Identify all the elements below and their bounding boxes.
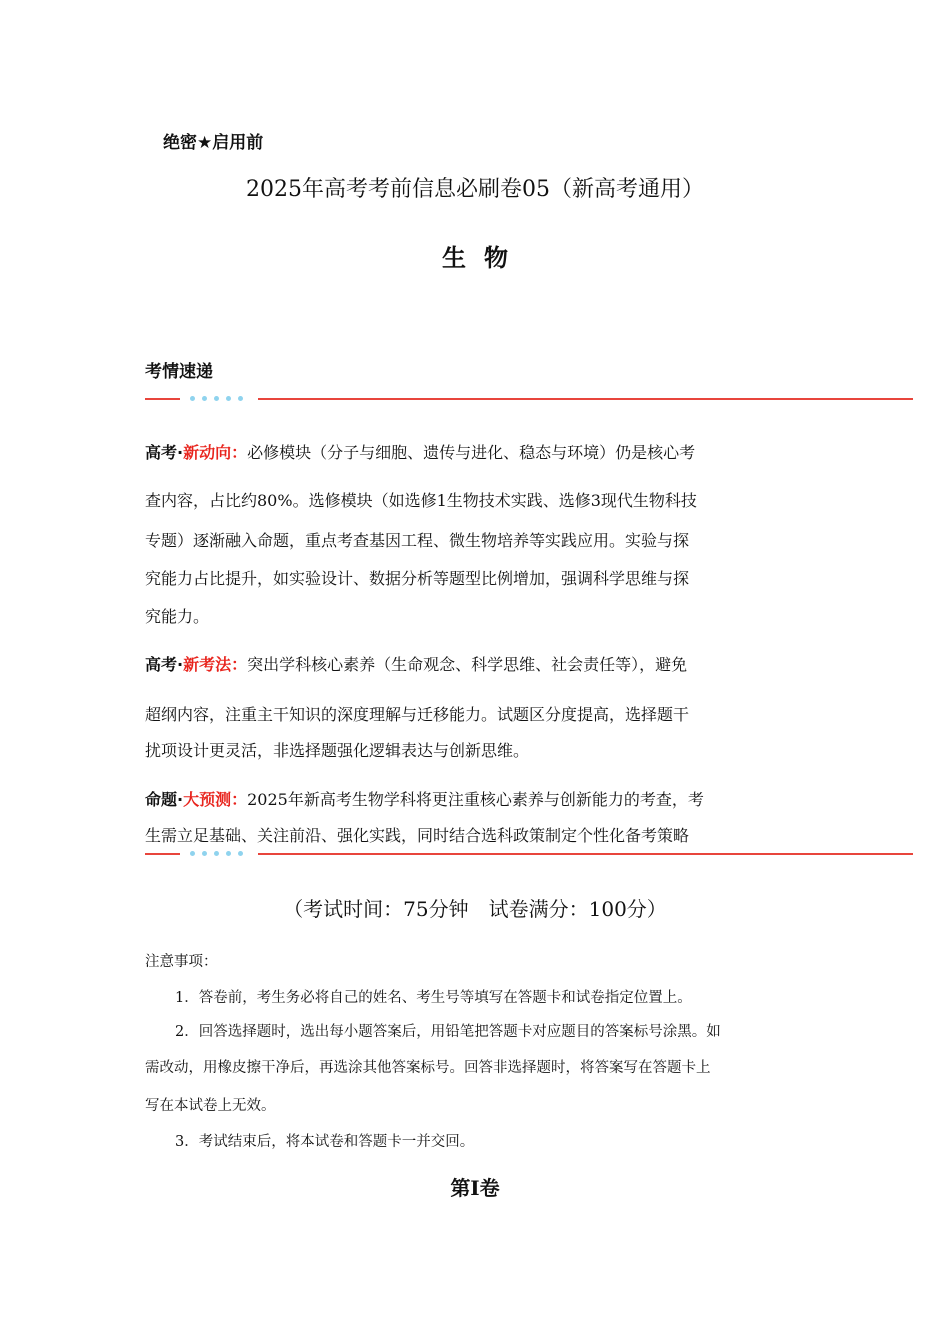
- divider-dots-top: [190, 396, 243, 401]
- divider-dots-bottom: [190, 851, 243, 856]
- label-highlight: 新考法: [183, 655, 232, 674]
- note-item: 3．考试结束后，将本试卷和答题卡一并交回。: [175, 1134, 475, 1150]
- label-colon: ：: [231, 655, 248, 674]
- label-prefix: 高考·: [145, 443, 184, 462]
- label-prefix: 命题·: [145, 790, 184, 809]
- text-line: 必修模块（分子与细胞、遗传与进化、稳态与环境）仍是核心考: [247, 443, 696, 462]
- text-line: 究能力占比提升，如实验设计、数据分析等题型比例增加，强调科学思维与探: [145, 569, 690, 588]
- paragraph-new-trend: [145, 440, 810, 630]
- volume-heading: 第Ⅰ卷: [450, 1176, 500, 1200]
- notes-section: [145, 950, 815, 1150]
- note-item: 2．回答选择题时，选出每小题答案后，用铅笔把答题卡对应题目的答案标号涂黑。如: [175, 1024, 721, 1040]
- text-line: 突出学科核心素养（生命观念、科学思维、社会责任等），避免: [247, 655, 688, 674]
- text-line: 查内容，占比约80%。选修模块（如选修1生物技术实践、选修3现代生物科技: [145, 491, 697, 510]
- divider-left-top: [145, 398, 180, 400]
- paragraph-prediction: [145, 787, 810, 847]
- dot: [226, 851, 231, 856]
- text-line: 专题）逐渐融入命题，重点考查基因工程、微生物培养等实践应用。实验与探: [145, 531, 690, 550]
- text-line: 2025年新高考生物学科将更注重核心素养与创新能力的考查，考: [247, 790, 704, 809]
- divider-left-bottom: [145, 853, 180, 855]
- text-line: 究能力。: [145, 607, 210, 626]
- dot: [202, 396, 207, 401]
- label-colon: ：: [231, 790, 248, 809]
- confidential-label: 绝密★启用前: [163, 133, 264, 153]
- dot: [214, 396, 219, 401]
- dot: [214, 851, 219, 856]
- exam-time-score: （考试时间：75分钟 试卷满分：100分）: [283, 897, 667, 921]
- divider-right-bottom: [258, 853, 913, 855]
- subject-title: 生物: [442, 244, 526, 272]
- paragraph-new-method: [145, 652, 810, 762]
- note-item-continued: 写在本试卷上无效。: [145, 1098, 276, 1114]
- dot: [238, 396, 243, 401]
- label-prefix: 高考·: [145, 655, 184, 674]
- divider-right-top: [258, 398, 913, 400]
- label-colon: ：: [231, 443, 248, 462]
- label-highlight: 大预测: [183, 790, 232, 809]
- text-line: 扰项设计更灵活，非选择题强化逻辑表达与创新思维。: [145, 741, 530, 760]
- text-line: 超纲内容，注重主干知识的深度理解与迁移能力。试题区分度提高，选择题干: [145, 705, 690, 724]
- dot: [190, 396, 195, 401]
- dot: [226, 396, 231, 401]
- exam-title: 2025年高考考前信息必刷卷05（新高考通用）: [246, 177, 704, 202]
- dot: [190, 851, 195, 856]
- text-line: 生需立足基础、关注前沿、强化实践，同时结合选科政策制定个性化备考策略: [145, 826, 690, 845]
- notes-heading: 注意事项：: [145, 954, 218, 970]
- note-item: 1．答卷前，考生务必将自己的姓名、考生号等填写在答题卡和试卷指定位置上。: [175, 990, 692, 1006]
- note-item-continued: 需改动，用橡皮擦干净后，再选涂其他答案标号。回答非选择题时，将答案写在答题卡上: [145, 1060, 711, 1076]
- dot: [238, 851, 243, 856]
- dot: [202, 851, 207, 856]
- label-highlight: 新动向: [183, 443, 232, 462]
- section-heading: 考情速递: [145, 362, 213, 382]
